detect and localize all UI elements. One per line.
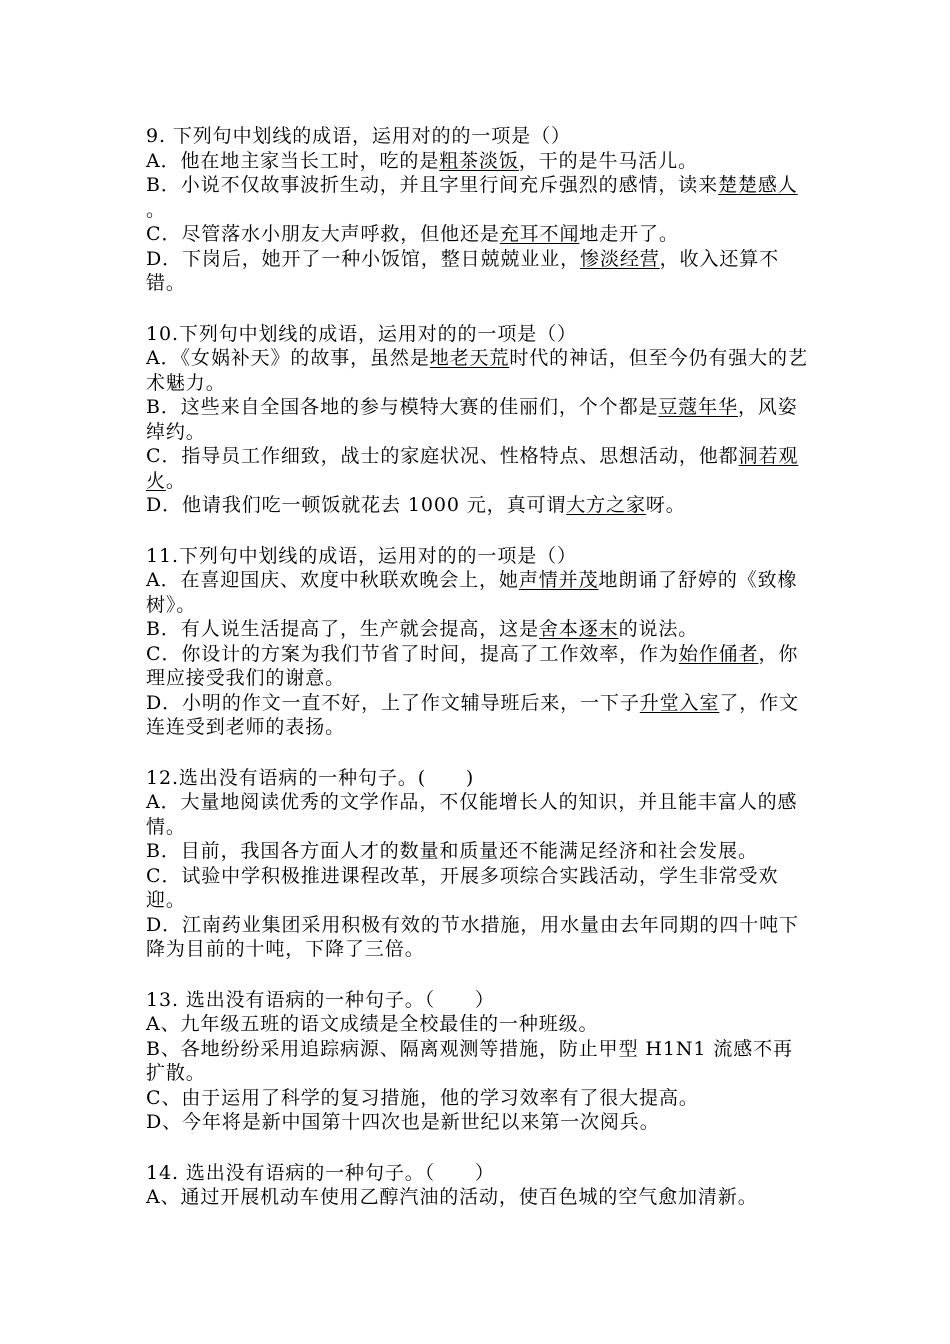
underlined-idiom: 惨淡经营 xyxy=(580,247,660,270)
text-segment: C．尽管落水小朋友大声呼救，但他还是 xyxy=(146,223,500,245)
text-segment: 了，作文连连受到老师的表扬。 xyxy=(146,691,799,738)
answer-option xyxy=(146,691,810,740)
text-segment: 时代的神话，但至今仍有强大的艺术魅力。 xyxy=(146,347,808,394)
answer-option xyxy=(146,1037,810,1086)
question-stem xyxy=(146,1161,810,1186)
text-segment: A、通过开展机动车使用乙醇汽油的活动，使百色城的空气愈加清新。 xyxy=(146,1186,758,1208)
text-segment: B．这些来自全国各地的参与模特大赛的佳丽们，个个都是 xyxy=(146,396,659,418)
text-segment: 11.下列句中划线的成语，运用对的的一项是（） xyxy=(146,544,577,567)
text-segment: 14. 选出没有语病的一种句子。（ ） xyxy=(146,1161,495,1184)
question-block xyxy=(146,766,810,962)
text-segment: 9. 下列句中划线的成语，运用对的的一项是（） xyxy=(146,125,571,147)
underlined-idiom: 舍本逐末 xyxy=(538,618,619,640)
answer-option xyxy=(146,493,810,518)
text-segment: 。 xyxy=(146,198,166,221)
underlined-idiom: 粗茶淡饭 xyxy=(439,149,519,172)
text-segment: ，收入还算不错。 xyxy=(146,247,780,294)
text-segment: D．下岗后，她开了一种小饭馆，整日兢兢业业， xyxy=(146,247,581,270)
answer-option xyxy=(146,617,810,642)
text-segment: C、由于运用了科学的复习措施，他的学习效率有了很大提高。 xyxy=(146,1086,699,1109)
text-segment: C．试验中学积极推进课程改革，开展多项综合实践活动，学生非常受欢迎。 xyxy=(146,864,779,911)
text-segment: B．目前，我国各方面人才的数量和质量还不能满足经济和社会发展。 xyxy=(146,840,758,862)
text-segment: ，风姿绰约。 xyxy=(146,396,798,443)
text-segment: B．有人说生活提高了，生产就会提高，这是 xyxy=(146,618,539,640)
answer-option xyxy=(146,1012,810,1037)
text-segment: A．在喜迎国庆、欢度中秋联欢晚会上，她 xyxy=(146,569,519,591)
underlined-idiom: 升堂入室 xyxy=(639,691,720,714)
answer-option xyxy=(146,1185,810,1210)
underlined-idiom: 楚楚感人 xyxy=(718,174,798,196)
text-segment: ，干的是牛马活儿。 xyxy=(518,149,698,172)
underlined-idiom: 大方之家 xyxy=(566,494,646,516)
text-segment: 10.下列句中划线的成语，运用对的的一项是（） xyxy=(146,322,577,345)
answer-option xyxy=(146,864,810,913)
question-list xyxy=(146,124,810,1236)
answer-option xyxy=(146,247,810,296)
question-stem xyxy=(146,988,810,1013)
underlined-idiom: 声情并茂 xyxy=(518,569,599,591)
answer-option xyxy=(146,839,810,864)
text-segment: D．他请我们吃一顿饭就花去 1000 元，真可谓 xyxy=(146,494,567,516)
text-segment: A．《女娲补天》的故事，虽然是 xyxy=(146,347,430,369)
answer-option xyxy=(146,346,810,395)
answer-option xyxy=(146,568,810,617)
underlined-idiom: 洞若观火 xyxy=(146,445,799,492)
answer-option xyxy=(146,173,810,222)
answer-option xyxy=(146,790,810,839)
text-segment: D．江南药业集团采用积极有效的节水措施，用水量由去年同期的四十吨下降为目前的十吨，下降了三倍。 xyxy=(146,913,799,960)
underlined-idiom: 始作俑者 xyxy=(678,642,759,665)
answer-option xyxy=(146,149,810,174)
answer-option xyxy=(146,444,810,493)
text-segment: C．指导员工作细致，战士的家庭状况、性格特点、思想活动，他都 xyxy=(146,445,739,467)
text-segment: 的说法。 xyxy=(618,618,699,640)
underlined-idiom: 豆蔻年华 xyxy=(658,396,738,418)
question-stem xyxy=(146,124,810,149)
question-stem xyxy=(146,766,810,791)
answer-option xyxy=(146,395,810,444)
answer-option xyxy=(146,222,810,247)
question-block xyxy=(146,124,810,296)
text-segment: 12.选出没有语病的一种句子。( ) xyxy=(146,766,475,789)
answer-option xyxy=(146,913,810,962)
question-block xyxy=(146,988,810,1135)
text-segment: 。 xyxy=(165,469,186,492)
underlined-idiom: 地老天荒 xyxy=(429,347,510,369)
answer-option xyxy=(146,642,810,691)
question-block xyxy=(146,544,810,740)
text-segment: B、各地纷纷采用追踪病源、隔离观测等措施，防止甲型 H1N1 流感不再扩散。 xyxy=(146,1037,793,1084)
text-segment: D．小明的作文一直不好，上了作文辅导班后来，一下子 xyxy=(146,691,640,714)
text-segment: 呀。 xyxy=(645,494,686,516)
question-stem xyxy=(146,322,810,347)
text-segment: ，你理应接受我们的谢意。 xyxy=(146,642,799,689)
question-block xyxy=(146,322,810,518)
text-segment: C．你设计的方案为我们节省了时间，提高了工作效率，作为 xyxy=(146,642,679,665)
text-segment: A．大量地阅读优秀的文学作品，不仅能增长人的知识，并且能丰富人的感情。 xyxy=(146,791,798,838)
text-segment: 13. 选出没有语病的一种句子。（ ） xyxy=(146,988,495,1011)
text-segment: B．小说不仅故事波折生动，并且字里行间充斥强烈的感情，读来 xyxy=(146,174,719,196)
text-segment: 地朗诵了舒婷的《致橡树》。 xyxy=(146,569,798,616)
question-block xyxy=(146,1161,810,1210)
answer-option xyxy=(146,1110,810,1135)
text-segment: 地走开了。 xyxy=(579,223,679,245)
underlined-idiom: 充耳不闻 xyxy=(499,223,580,245)
text-segment: A、九年级五班的语文成绩是全校最佳的一种班级。 xyxy=(146,1013,599,1035)
answer-option xyxy=(146,1086,810,1111)
question-stem xyxy=(146,544,810,569)
text-segment: A．他在地主家当长工时，吃的是 xyxy=(146,149,440,172)
text-segment: D、今年将是新中国第十四次也是新世纪以来第一次阅兵。 xyxy=(146,1111,660,1133)
